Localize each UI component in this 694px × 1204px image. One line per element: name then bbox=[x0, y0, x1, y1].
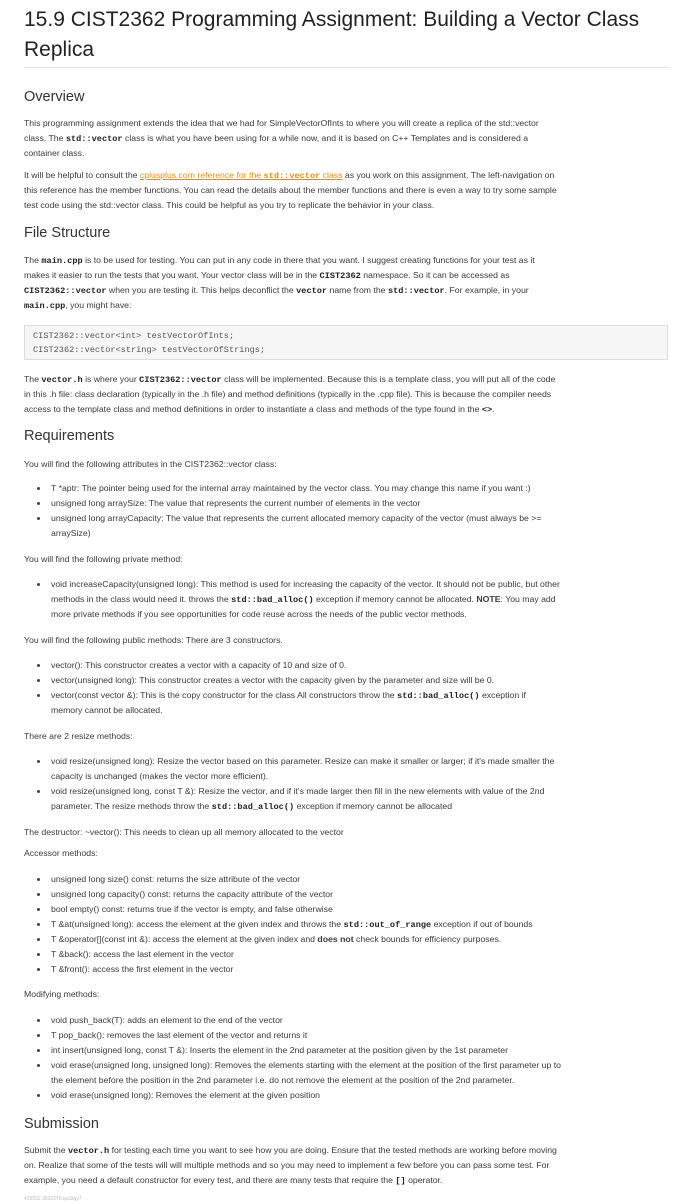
resize-intro: There are 2 resize methods: bbox=[24, 731, 133, 741]
attributes-intro: You will find the following attributes in the CIST2362::vector class: bbox=[24, 459, 277, 469]
bullet-icon bbox=[37, 517, 40, 520]
bullet-icon bbox=[37, 694, 40, 697]
bullet-icon bbox=[37, 1049, 40, 1052]
destructor-text: The destructor: ~vector(): This needs to clean up all memory allocated to the vector bbox=[24, 827, 344, 837]
bullet-icon bbox=[37, 1094, 40, 1097]
file-structure-heading: File Structure bbox=[24, 225, 111, 241]
bullet-icon bbox=[37, 1064, 40, 1067]
bullet-icon bbox=[37, 583, 40, 586]
list-item: vector(const vector &): This is the copy constructor for the class All constructors throw the std::bad_alloc() exception if memory cannot be allocated. bbox=[51, 688, 671, 718]
list-item: void erase(unsigned long): Removes the element at the given position bbox=[51, 1088, 671, 1103]
bullet-icon bbox=[37, 878, 40, 881]
private-method-intro: You will find the following private method: bbox=[24, 554, 183, 564]
submission-heading: Submission bbox=[24, 1116, 99, 1132]
bullet-icon bbox=[37, 893, 40, 896]
overview-heading: Overview bbox=[24, 89, 85, 105]
overview-paragraph-2: It will be helpful to consult the cplusplus.com reference for the std::vector class as you work on this assignment. The left-navigation on this reference has the member functions. You can read the details about the member functions and there is even a way to try some sample test code using the std::vector class. This could be helpful as you try to replicate the behavior in your class. bbox=[24, 170, 557, 210]
file-structure-paragraph-1: The main.cpp is to be used for testing. You can put in any code in there that you want. I suggest creating functions for your test as it makes it easier to run the tests that you want. Your vector class will be in the CIST2362 namespace. So it can be accessed as CIST2362::vector when you are testing it. This helps deconflict the vector name from the std::vector. For example, in your main.cpp, you might have: bbox=[24, 255, 535, 311]
list-item: unsigned long arrayCapacity: The value that represents the current allocated memory capacity of the vector (must always be >= arraySize) bbox=[51, 511, 671, 541]
accessor-intro: Accessor methods: bbox=[24, 848, 98, 858]
list-item: T &front(): access the first element in the vector bbox=[51, 962, 671, 977]
bullet-icon bbox=[37, 664, 40, 667]
list-item: T *aptr: The pointer being used for the internal array maintained by the vector class. You may change this name if you want :) bbox=[51, 481, 671, 496]
bullet-icon bbox=[37, 679, 40, 682]
code-line: CIST2362::vector<int> testVectorOfInts; bbox=[33, 331, 235, 341]
page-title: 15.9 CIST2362 Programming Assignment: Building a Vector Class Replica bbox=[24, 8, 640, 61]
list-item: int insert(unsigned long, const T &): Inserts the element in the 2nd parameter at the position given by the 1st parameter bbox=[51, 1043, 671, 1058]
bullet-icon bbox=[37, 1019, 40, 1022]
submission-paragraph: Submit the vector.h for testing each time you want to see how you are doing. Ensure that the tested methods are working before moving on. Realize that some of the tests will will multiple methods and so you may need to implement a few before you can pass some test. For example, you need a default constructor for every test, and there are many tests that require the [] operator. bbox=[24, 1145, 557, 1186]
list-item: void increaseCapacity(unsigned long): This method is used for increasing the capacity of the vector. It should not be public, but other methods in the class would need it. throws the std::bad_alloc() exception if memory cannot be allocated. NOTE: You may add more private methods if you see opportunities for code reuse across the needs of the public vector methods. bbox=[51, 577, 671, 622]
overview-paragraph-1: This programming assignment extends the idea that we had for SimpleVectorOfInts to where you will create a replica of the std::vector class. The std::vector class is what you have been using for a while now, and it is based on C++ Templates and is considered a container class. bbox=[24, 118, 539, 158]
title-divider bbox=[24, 67, 670, 68]
bullet-icon bbox=[37, 908, 40, 911]
cplusplus-reference-link[interactable]: cplusplus.com reference for the std::vector class bbox=[139, 170, 343, 181]
list-item: unsigned long capacity() const: returns the capacity attribute of the vector bbox=[51, 887, 671, 902]
modifying-intro: Modifying methods: bbox=[24, 989, 100, 999]
list-item: unsigned long arraySize: The value that represents the current number of elements in the vector bbox=[51, 496, 671, 511]
list-item: T &operator[](const int &): access the element at the given index and does not check bounds for efficiency purposes. bbox=[51, 932, 671, 947]
list-item: void erase(unsigned long, unsigned long): Removes the elements starting with the element at the position of the first parameter up to the element before the position in the 2nd parameter i.e. do not remove the element at the position of the 2nd parameter. bbox=[51, 1058, 671, 1088]
list-item: void resize(unsigned long, const T &): Resize the vector, and if it's made larger then fill in the new elements with value of the 2nd parameter. The resize methods throw the std::bad_alloc() exception if memory cannot be allocated bbox=[51, 784, 671, 814]
code-example-block bbox=[24, 325, 668, 360]
bullet-icon bbox=[37, 938, 40, 941]
list-item: unsigned long size() const: returns the size attribute of the vector bbox=[51, 872, 671, 887]
list-item: void resize(unsigned long): Resize the vector based on this parameter. Resize can make it smaller or larger; if it's made smaller the capacity is unchanged (makes the vector more efficient). bbox=[51, 754, 671, 784]
list-item: T &back(): access the last element in the vector bbox=[51, 947, 671, 962]
code-line: CIST2362::vector<string> testVectorOfStrings; bbox=[33, 344, 266, 355]
list-item: void push_back(T): adds an element to the end of the vector bbox=[51, 1013, 671, 1028]
bullet-icon bbox=[37, 968, 40, 971]
bullet-icon bbox=[37, 923, 40, 926]
bullet-icon bbox=[37, 790, 40, 793]
footer-id: 419932.3632270.qx3zqy7 bbox=[24, 1196, 82, 1202]
list-item: bool empty() const: returns true if the vector is empty, and false otherwise bbox=[51, 902, 671, 917]
bullet-icon bbox=[37, 760, 40, 763]
list-item: vector(unsigned long): This constructor creates a vector with the capacity given by the parameter and size will be 0. bbox=[51, 673, 671, 688]
bullet-icon bbox=[37, 502, 40, 505]
list-item: T pop_back(): removes the last element of the vector and returns it bbox=[51, 1028, 671, 1043]
list-item: T &at(unsigned long): access the element at the given index and throws the std::out_of_range exception if out of bounds bbox=[51, 917, 671, 932]
list-item: vector(): This constructor creates a vector with a capacity of 10 and size of 0. bbox=[51, 658, 671, 673]
file-structure-paragraph-2: The vector.h is where your CIST2362::vector class will be implemented. Because this is a template class, you will put all of the code in this .h file: class declaration (typically in the .h file) and method definitions (typically in the .cpp file). This is because the compiler needs access to the template class and method definitions in order to instantiate a class and methods of the type found in the <>. bbox=[24, 374, 556, 415]
bullet-icon bbox=[37, 487, 40, 490]
bullet-icon bbox=[37, 1034, 40, 1037]
bullet-icon bbox=[37, 953, 40, 956]
requirements-heading: Requirements bbox=[24, 428, 115, 444]
public-methods-intro: You will find the following public methods: There are 3 constructors. bbox=[24, 635, 283, 645]
